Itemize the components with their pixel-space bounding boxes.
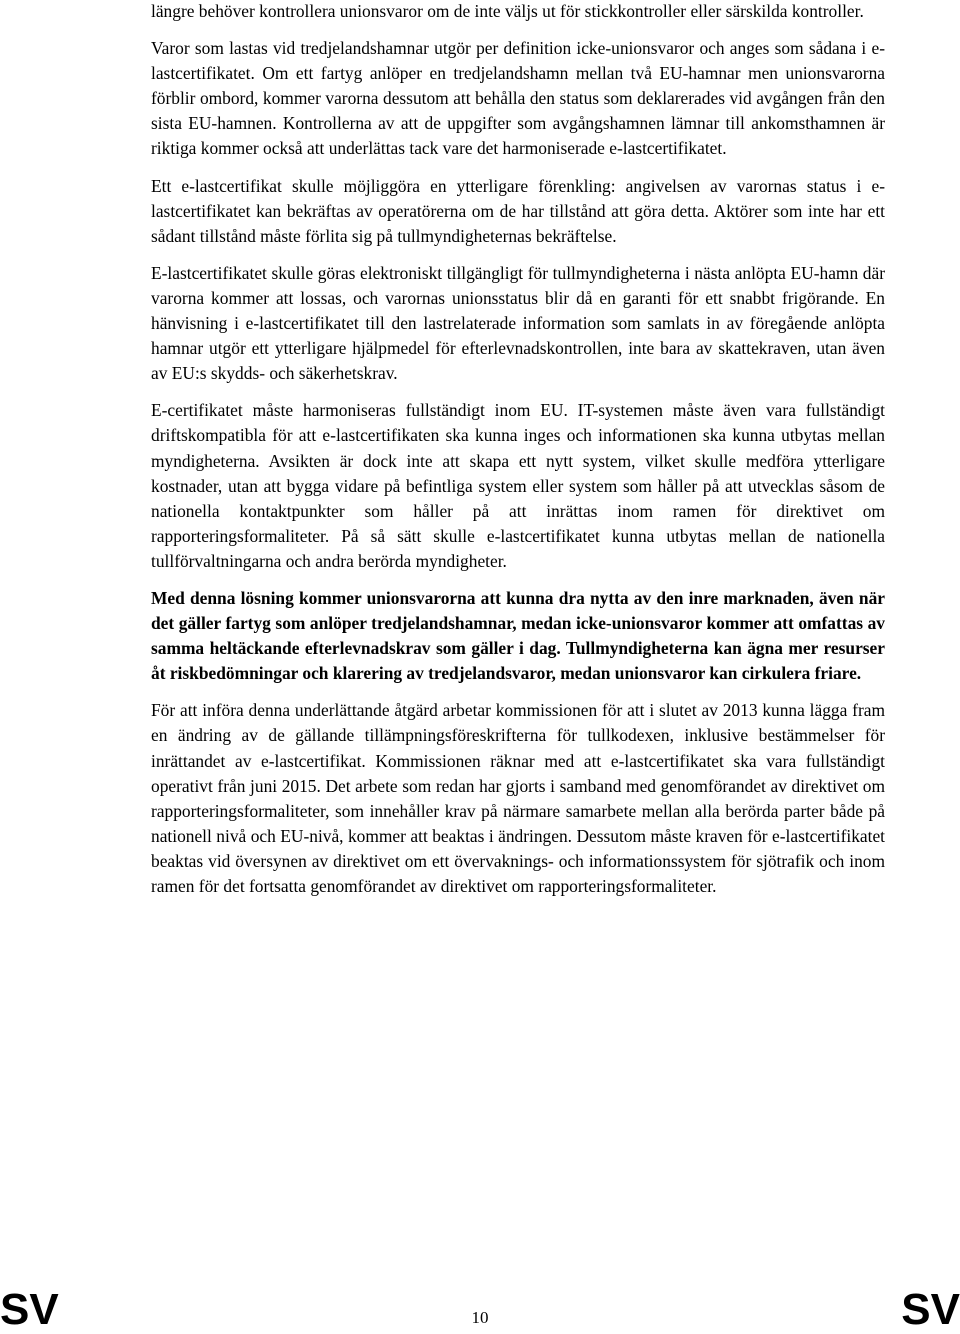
paragraph-third-country-ports: Varor som lastas vid tredjelandshamnar utgör per definition icke-unionsvaror och anges som sådana i e-lastcertifikatet. Om ett fartyg anlöper en tredjelandshamn mellan två EU-hamnar men unionsvarorna förblir ombord, kommer varorna dessutom att behålla den status som deklarerades vid avgången från den sista EU-hamnen. Kontrollerna av att de uppgifter som avgångshamnen lämnar till ankomsthamnen är riktiga kommer också att underlättas tack vare det harmoniserade e-lastcertifikatet. xyxy=(151,38,885,159)
paragraph-harmonisation: E-certifikatet måste harmoniseras fullständigt inom EU. IT-systemen måste även vara fullständigt driftskompatibla för att e-lastcertifikaten ska kunna inges och informationen ska kunna utbytas mellan myndigheterna. Avsikten är dock inte att skapa ett nytt system, vilket skulle medföra ytterligare kostnader, utan att bygga vidare på befintliga system eller system som håller på att utvecklas såsom de nationella kontaktpunkter som håller på att inrättas inom ramen för direktivet om rapporteringsformaliteter. På så sätt skulle e-lastcertifikatet kunna utbytas mellan de nationella tullförvaltningarna och andra berörda myndigheter. xyxy=(151,400,885,571)
paragraph-electronic-availability: E-lastcertifikatet skulle göras elektroniskt tillgängligt för tullmyndigheterna i nästa anlöpta EU-hamn där varorna kommer att lossas, och varornas unionsstatus blir då en garanti för ett snabbt frigörande. En hänvisning i e-lastcertifikatet till den lastrelaterade information som samlats in av föregående anlöpta hamnar utgör ett ytterligare hjälpmedel för efterlevnadskontrollen, inte bara av skattekraven, utan även av EU:s skydds- och säkerhetskrav. xyxy=(151,262,885,384)
document-body xyxy=(151,0,885,911)
paragraph-solution-summary: Med denna lösning kommer unionsvarorna att kunna dra nytta av den inre marknaden, även när det gäller fartyg som anlöper tredjelandshamnar, medan icke-unionsvaror kommer att omfattas av samma heltäckande efterlevnadskrav som gäller i dag. Tullmyndigheterna kan ägna mer resurser åt riskbedömningar och klarering av tredjelandsvaror, medan unionsvaror kan cirkulera friare. xyxy=(151,587,885,684)
paragraph-simplification: Ett e-lastcertifikat skulle möjliggöra en ytterligare förenkling: angivelsen av varornas status i e-lastcertifikatet kan bekräftas av operatörerna om de har tillstånd att göra detta. Aktörer som inte har ett sådant tillstånd måste förlita sig på tullmyndigheternas bekräftelse. xyxy=(151,175,885,246)
page-number: 10 xyxy=(471,1308,489,1327)
paragraph-continuation: längre behöver kontrollera unionsvaror om de inte väljs ut för stickkontroller eller särskilda kontroller. xyxy=(151,1,864,21)
footer-language-left: SV xyxy=(0,1285,59,1334)
paragraph-implementation: För att införa denna underlättande åtgärd arbetar kommissionen för att i slutet av 2013 kunna lägga fram en ändring av de gällande tillämpningsföreskrifterna för tullkodexen, inklusive bestämmelser för inrättandet av e-lastcertifikat. Kommissionen räknar med att e-lastcertifikatet ska vara fullständigt operativt från juni 2015. Det arbete som redan har gjorts i samband med genomförandet av direktivet om rapporteringsformaliteter, som innehåller krav på närmare samarbete mellan alla berörda parter både på nationell nivå och EU-nivå, kommer att beaktas i ändringen. Dessutom måste kraven för e-lastcertifikatet beaktas vid översynen av direktivet om ett övervaknings- och informationssystem för sjötrafik och inom ramen för det fortsatta genomförandet av direktivet om rapporteringsformaliteter. xyxy=(151,700,885,896)
footer-language-right: SV xyxy=(901,1285,960,1334)
